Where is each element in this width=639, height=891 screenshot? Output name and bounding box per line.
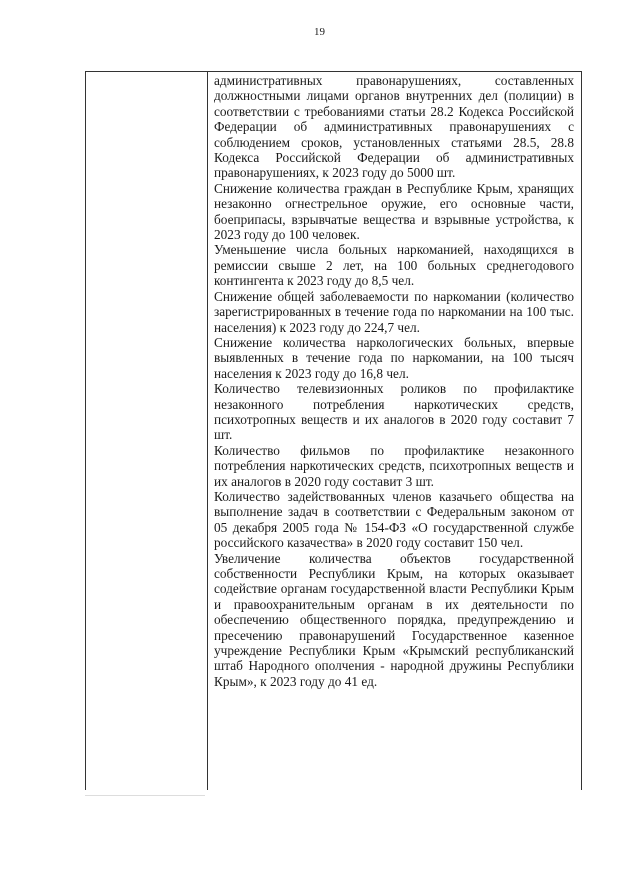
indicator-paragraph: Количество фильмов по профилактике незаконного потребления наркотических средств, психотропных веществ и их аналогов в 2020 году составит 3 шт.	[214, 442, 574, 489]
indicator-paragraph: Увеличение количества объектов государственной собственности Республики Крым, на которых оказывает содействие органам государственной власти Республики Крым и правоохранительным органам в их деятельности по обеспечению общественного порядка, предупреждению и пресечению правонарушений Государственное казенное учреждение Республики Крым «Крымский республиканский штаб Народного ополчения - народной дружины Республики Крым», к 2023 году до 41 ед.	[214, 550, 574, 689]
content-table	[85, 71, 582, 790]
indicator-paragraph: административных правонарушениях, составленных должностными лицами органов внутренних дел (полиции) в соответствии с требованиями статьи 28.2 Кодекса Российской Федерации об административных правонарушениях с соблюдением сроков, установленных статьями 28.5, 28.8 Кодекса Российской Федерации об административных правонарушениях, к 2023 году до 5000 шт.	[214, 73, 574, 181]
column-divider	[207, 72, 208, 790]
indicator-paragraph: Уменьшение числа больных наркоманией, находящихся в ремиссии свыше 2 лет, на 100 больных среднегодового контингента к 2023 году до 8,5 чел.	[214, 242, 574, 289]
indicator-paragraph: Снижение количества наркологических больных, впервые выявленных в течение года по наркомании, на 100 тысяч населения к 2023 году до 16,8 чел.	[214, 334, 574, 381]
page-number: 19	[314, 26, 325, 38]
indicator-paragraph: Снижение общей заболеваемости по наркомании (количество зарегистрированных в течение года по наркомании на 100 тыс. населения) к 2023 году до 224,7 чел.	[214, 288, 574, 335]
indicator-paragraph: Снижение количества граждан в Республике Крым, хранящих незаконно огнестрельное оружие, его основные части, боеприпасы, взрывчатые вещества и взрывные устройства, к 2023 году до 100 человек.	[214, 180, 574, 243]
scan-artifact-line	[85, 795, 205, 796]
table-cell-right	[214, 73, 574, 689]
indicator-paragraph: Количество задействованных членов казачьего общества на выполнение задач в соответствии с Федеральным законом от 05 декабря 2005 года № 154-ФЗ «О государственной службе российского казачества» в 2020 году составит 150 чел.	[214, 488, 574, 551]
table-cell-left	[86, 72, 207, 790]
indicator-paragraph: Количество телевизионных роликов по профилактике незаконного потребления наркотических средств, психотропных веществ и их аналогов в 2020 году составит 7 шт.	[214, 381, 574, 443]
